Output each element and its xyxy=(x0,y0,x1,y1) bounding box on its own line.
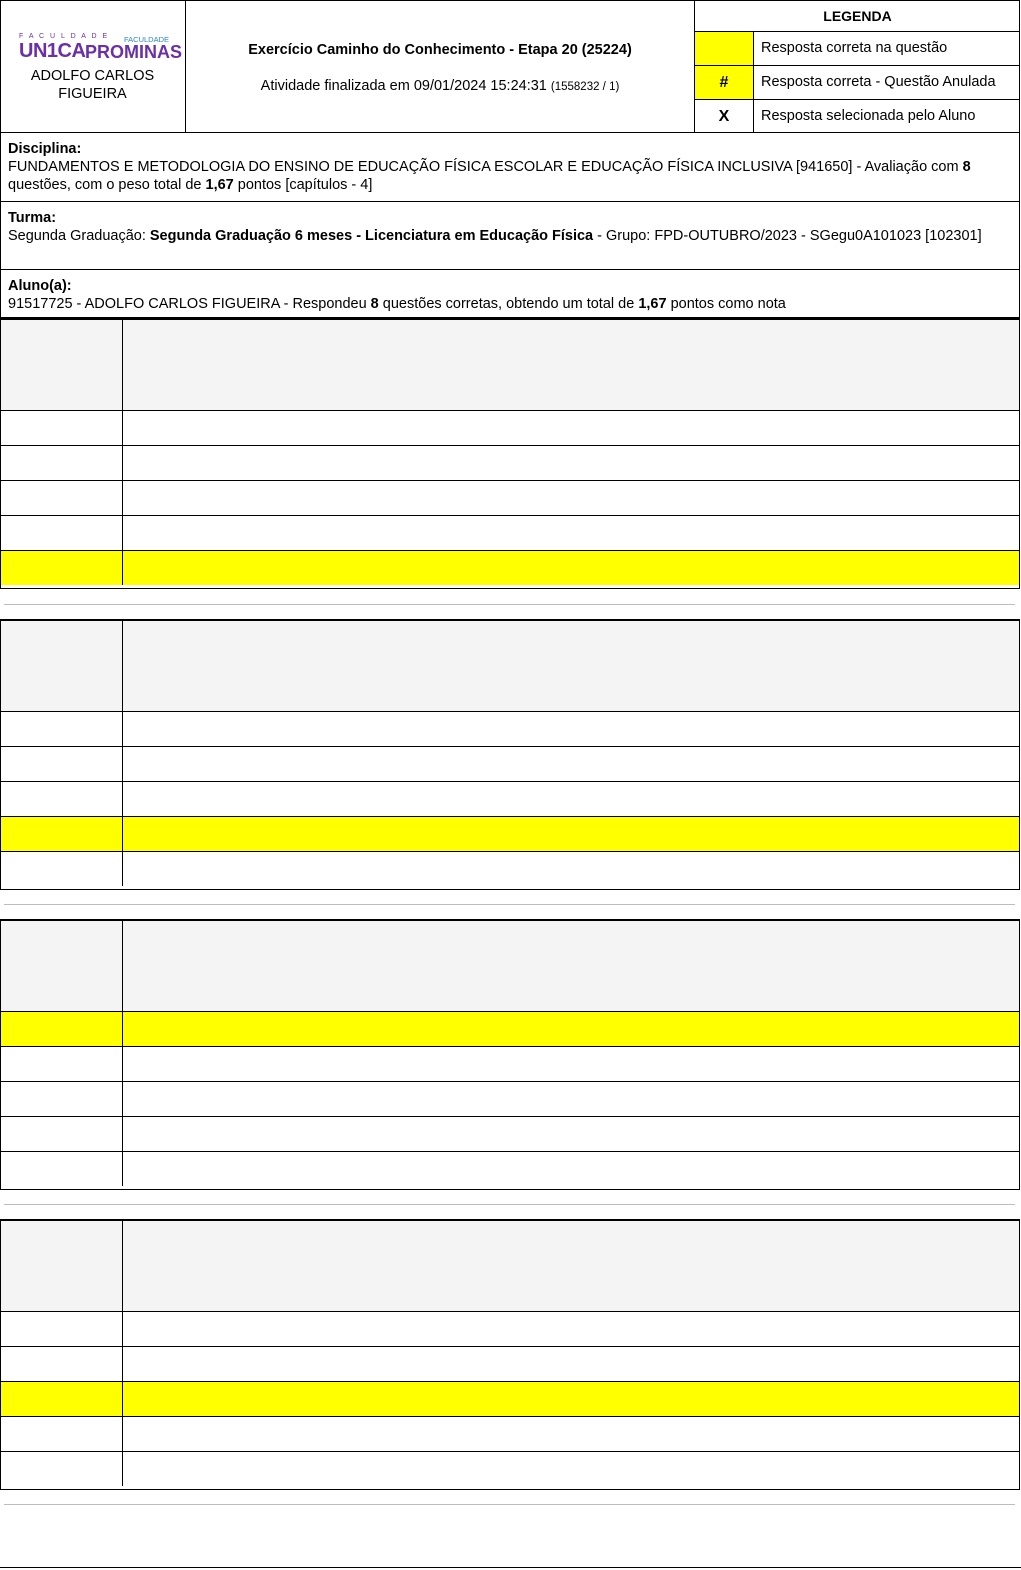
legend-swatch-correct xyxy=(695,32,754,65)
logo-cell xyxy=(1,1,186,132)
logo-unica-text: UN1CA xyxy=(19,40,86,62)
disciplina-section xyxy=(0,133,1020,202)
question-block xyxy=(0,619,1020,890)
question-separator xyxy=(4,1204,1015,1205)
faculdade-unica-prominas-logo xyxy=(19,33,183,63)
option-letter-cell xyxy=(1,747,123,781)
turma-text-a: Segunda Graduação: xyxy=(8,228,150,244)
option-letter-cell xyxy=(1,712,123,746)
option-letter-cell xyxy=(1,1382,123,1416)
option-letter-cell xyxy=(1,516,123,550)
answer-option xyxy=(1,712,1019,747)
legend-title: LEGENDA xyxy=(695,1,1020,32)
report-header xyxy=(0,0,1020,133)
turma-label: Turma: xyxy=(8,210,57,226)
disciplina-name: FUNDAMENTOS E METODOLOGIA DO ENSINO DE EDUCAÇÃO FÍSICA ESCOLAR E EDUCAÇÃO FÍSICA INCLUSIVA [941650] - Avaliação com xyxy=(8,159,963,175)
question-separator xyxy=(4,1504,1015,1505)
disciplina-text-b: questões, com o peso total de xyxy=(8,177,206,193)
aluno-section xyxy=(0,270,1020,318)
answer-option xyxy=(1,1312,1019,1347)
activity-finished xyxy=(186,78,694,94)
question-number-cell xyxy=(1,320,123,410)
turma-section xyxy=(0,202,1020,270)
logo-faculdade-text: F A C U L D A D E xyxy=(19,33,110,40)
answer-option xyxy=(1,1152,1019,1186)
question-block xyxy=(0,318,1020,589)
legend-text-annulled: Resposta correta - Questão Anulada xyxy=(761,74,996,90)
answer-option xyxy=(1,1047,1019,1082)
option-letter-cell xyxy=(1,782,123,816)
answer-option xyxy=(1,1417,1019,1452)
option-letter-cell xyxy=(1,1452,123,1486)
question-number-cell xyxy=(1,621,123,711)
question-header xyxy=(1,621,1019,712)
student-name: ADOLFO CARLOS FIGUEIRA xyxy=(30,68,155,102)
finished-date: Atividade finalizada em 09/01/2024 15:24:31 xyxy=(260,78,547,94)
legend-item-annulled xyxy=(695,66,1020,100)
option-letter-cell xyxy=(1,446,123,480)
option-letter-cell xyxy=(1,1152,123,1186)
legend-item-correct xyxy=(695,32,1020,66)
question-header xyxy=(1,1221,1019,1312)
aluno-text-c: pontos como nota xyxy=(666,296,786,312)
answer-option-correct xyxy=(1,1012,1019,1047)
option-letter-cell xyxy=(1,817,123,851)
disciplina-label: Disciplina: xyxy=(8,141,82,157)
aluno-text-b: questões corretas, obtendo um total de xyxy=(378,296,639,312)
finished-code: (1558232 / 1) xyxy=(550,81,620,93)
turma-group: - Grupo: FPD-OUTUBRO/2023 - SGegu0A101023 [102301] xyxy=(593,228,982,244)
option-letter-cell xyxy=(1,1312,123,1346)
legend-item-selected xyxy=(695,100,1020,132)
score: 1,67 xyxy=(638,296,667,312)
answer-option-correct xyxy=(1,551,1019,585)
question-block xyxy=(0,1219,1020,1490)
option-letter-cell xyxy=(1,1047,123,1081)
answer-option-correct xyxy=(1,817,1019,852)
disciplina-text xyxy=(8,158,1012,194)
legend-text-selected: Resposta selecionada pelo Aluno xyxy=(761,108,976,124)
num-questions: 8 xyxy=(962,159,971,175)
option-letter-cell xyxy=(1,411,123,445)
option-letter-cell xyxy=(1,1082,123,1116)
option-letter-cell xyxy=(1,1347,123,1381)
legend xyxy=(695,1,1020,132)
aluno-id-name: 91517725 - ADOLFO CARLOS FIGUEIRA - Respondeu xyxy=(8,296,371,312)
activity-title: Exercício Caminho do Conhecimento - Etapa 20 (25224) xyxy=(248,42,632,58)
question-number-cell xyxy=(1,1221,123,1311)
option-letter-cell xyxy=(1,1117,123,1151)
turma-course: Segunda Graduação 6 meses - Licenciatura em Educação Física xyxy=(149,228,594,244)
legend-swatch-selected: X xyxy=(695,100,754,132)
option-letter-cell xyxy=(1,481,123,515)
total-points: 1,67 xyxy=(205,177,234,193)
answer-option xyxy=(1,782,1019,817)
logo-faculdade-right-text: FACULDADE xyxy=(123,35,169,44)
answer-option xyxy=(1,411,1019,446)
option-letter-cell xyxy=(1,852,123,886)
option-letter-cell xyxy=(1,551,123,585)
answer-option xyxy=(1,747,1019,782)
disciplina-text-c: pontos [capítulos - 4] xyxy=(233,177,373,193)
question-separator xyxy=(4,904,1015,905)
legend-swatch-annulled: # xyxy=(695,66,754,99)
answer-option xyxy=(1,516,1019,551)
answer-option xyxy=(1,1347,1019,1382)
question-header xyxy=(1,320,1019,411)
answer-option xyxy=(1,1452,1019,1486)
aluno-text xyxy=(8,295,1012,313)
answer-option xyxy=(1,852,1019,886)
answer-option xyxy=(1,1082,1019,1117)
question-header xyxy=(1,921,1019,1012)
answer-option xyxy=(1,1117,1019,1152)
option-letter-cell xyxy=(1,1012,123,1046)
question-number-cell xyxy=(1,921,123,1011)
aluno-label: Aluno(a): xyxy=(8,278,72,294)
correct-count: 8 xyxy=(370,296,379,312)
title-cell xyxy=(186,1,695,132)
answer-option xyxy=(1,446,1019,481)
answer-option-correct xyxy=(1,1382,1019,1417)
question-separator xyxy=(4,604,1015,605)
legend-text-correct: Resposta correta na questão xyxy=(761,40,948,56)
question-block xyxy=(0,919,1020,1190)
turma-text xyxy=(8,227,1012,245)
answer-option xyxy=(1,481,1019,516)
option-letter-cell xyxy=(1,1417,123,1451)
logo-prominas-text: PROMINAS xyxy=(85,42,183,62)
footer-line xyxy=(0,1567,1021,1568)
